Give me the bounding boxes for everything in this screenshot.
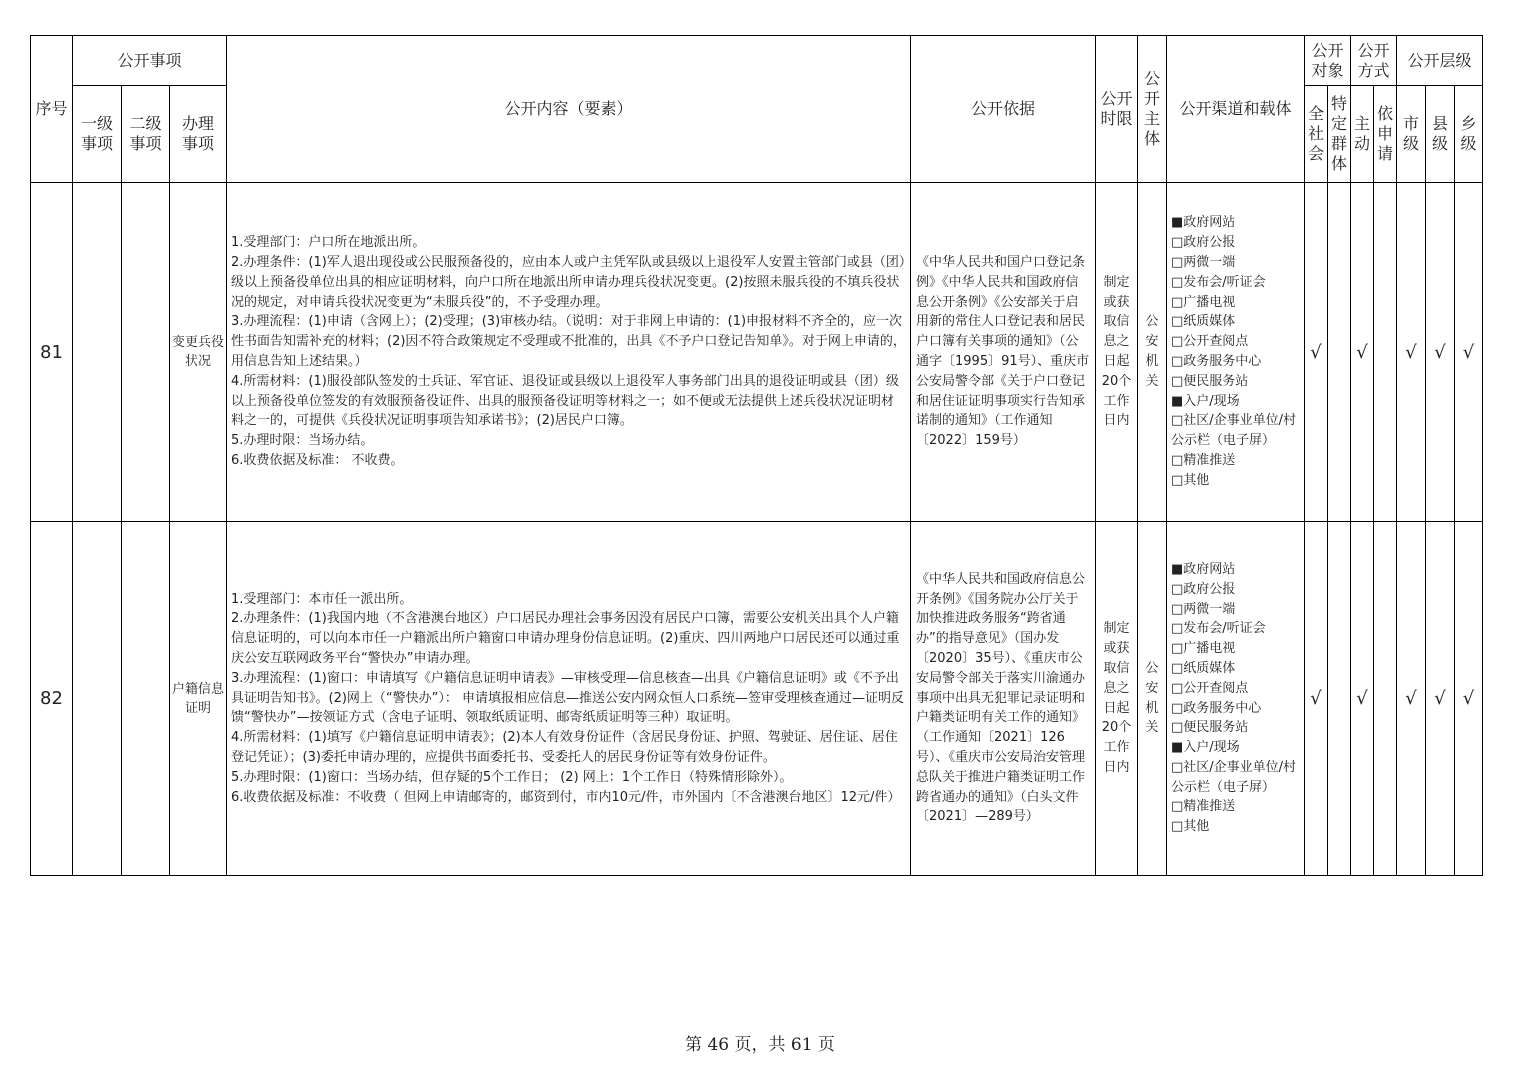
channel-item — [1171, 372, 1300, 392]
header-level2-text: 二级事项 — [129, 114, 162, 153]
content-line: 2.办理条件：(1)我国内地（不含港澳台地区）户口居民办理社会事务因没有居民户口簿，需要公安机关出具个人户籍信息证明的，可以向本市任一户籍派出所户籍窗口申请办理身份信息证明。(2)重庆、四川两地户口居民还可以通过重庆公安互联网政务平台“警快办”申请办理。 — [231, 611, 900, 666]
channel-item — [1171, 332, 1300, 352]
channel-label: 广播电视 — [1183, 294, 1236, 310]
channel-label: 社区/企事业单位/村公示栏（电子屏） — [1171, 759, 1297, 795]
checked-box-icon — [1171, 394, 1183, 409]
channel-item — [1171, 312, 1300, 332]
row-m-active: √ — [1351, 183, 1374, 522]
channel-item — [1171, 580, 1300, 600]
header-handle-text: 办理事项 — [181, 114, 214, 153]
channel-item — [1171, 293, 1300, 313]
row-obj-group — [1328, 522, 1351, 876]
unchecked-box-icon — [1171, 582, 1183, 597]
unchecked-box-icon — [1171, 255, 1183, 270]
row-handle-text: 户籍信息证明 — [172, 681, 225, 716]
channel-label: 两微一端 — [1183, 601, 1236, 617]
channel-label: 其他 — [1183, 819, 1210, 835]
content-line: 4.所需材料：(1)服役部队签发的士兵证、军官证、退役证或县级以上退役军人事务部门出具的退役证明或县（团）级以上预备役单位签发的有效服预备役证件、出具的服预备役证明等材料之一；如不便或无法提供上述兵役状况证明材料之一的，可提供《兵役状况证明事项告知承诺书》；(2)居民户口簿。 — [231, 373, 899, 429]
row-m-active: √ — [1351, 522, 1374, 876]
header-seq: 序号 — [31, 36, 73, 183]
unchecked-box-icon — [1171, 473, 1183, 488]
content-line: 6.收费依据及标准：不收费（ 但网上申请邮寄的，邮资到付，市内10元/件，市外国内〔不含港澳台地区〕12元/件） — [231, 789, 901, 805]
channel-label: 其他 — [1183, 472, 1210, 488]
header-object — [1305, 36, 1351, 86]
header-lv-town — [1455, 86, 1483, 183]
header-matters: 公开事项 — [73, 36, 227, 86]
row-lv-town: √ — [1455, 522, 1483, 876]
header-obj-all-text: 全社会 — [1307, 104, 1324, 163]
unchecked-box-icon — [1171, 760, 1183, 775]
content-line: 1.受理部门：本市任一派出所。 — [231, 591, 413, 607]
channel-label: 政务服务中心 — [1183, 700, 1262, 716]
unchecked-box-icon — [1171, 641, 1183, 656]
unchecked-box-icon — [1171, 661, 1183, 676]
channel-label: 两微一端 — [1183, 255, 1236, 271]
unchecked-box-icon — [1171, 334, 1183, 349]
header-subject-text: 公开主体 — [1143, 69, 1160, 148]
channel-label: 纸质媒体 — [1183, 314, 1236, 330]
row-subject — [1138, 522, 1167, 876]
header-level1-text: 一级事项 — [80, 114, 113, 153]
row-seq: 81 — [31, 183, 73, 522]
header-obj-group-text: 特定群体 — [1330, 94, 1347, 173]
channel-item — [1171, 253, 1300, 273]
channel-item — [1171, 352, 1300, 372]
header-obj-group — [1328, 86, 1351, 183]
unchecked-box-icon — [1171, 720, 1183, 735]
header-time-limit — [1096, 36, 1138, 183]
row-channels — [1167, 522, 1305, 876]
unchecked-box-icon — [1171, 295, 1183, 310]
row-lv-city: √ — [1397, 183, 1426, 522]
channel-item — [1171, 817, 1300, 837]
row-content — [227, 522, 911, 876]
header-basis: 公开依据 — [911, 36, 1096, 183]
row-subject — [1138, 183, 1167, 522]
channel-label: 入户/现场 — [1183, 740, 1240, 756]
channel-label: 纸质媒体 — [1183, 660, 1236, 676]
page-footer: 第 46 页，共 61 页 — [685, 1035, 835, 1055]
row-subject-text: 公安机关 — [1145, 660, 1159, 736]
header-handle — [170, 86, 227, 183]
content-line: 6.收费依据及标准： 不收费。 — [231, 452, 404, 468]
unchecked-box-icon — [1171, 314, 1183, 329]
channel-item — [1171, 471, 1300, 491]
channel-label: 广播电视 — [1183, 641, 1236, 657]
channel-item — [1171, 560, 1300, 580]
unchecked-box-icon — [1171, 799, 1183, 814]
content-line: 5.办理时限：(1)窗口：当场办结，但存疑的5个工作日； (2) 网上：1个工作日（特殊情形除外）。 — [231, 769, 793, 785]
header-lv-town-text: 乡级 — [1460, 114, 1477, 153]
header-subject — [1138, 36, 1167, 183]
row-basis: 《中华人民共和国户口登记条例》《中华人民共和国政府信息公开条例》《公安部关于启用新的常住人口登记表和居民户口簿有关事项的通知》（公通字〔1995〕91号）、重庆市公安局警令部《关于户口登记和居住证证明事项实行告知承诺制的通知》（工作通知〔2022〕159号） — [911, 183, 1096, 522]
channel-item — [1171, 392, 1300, 412]
channel-item — [1171, 738, 1300, 758]
row-seq: 82 — [31, 522, 73, 876]
unchecked-box-icon — [1171, 602, 1183, 617]
row-subject-text: 公安机关 — [1145, 314, 1159, 389]
channel-label: 发布会/听证会 — [1183, 274, 1266, 290]
header-m-active — [1351, 86, 1374, 183]
row-m-apply — [1374, 522, 1397, 876]
row-time-limit — [1096, 183, 1138, 522]
table-row — [31, 522, 1483, 876]
header-lv-city — [1397, 86, 1426, 183]
row-level1 — [73, 183, 122, 522]
channel-label: 公开查阅点 — [1183, 334, 1249, 350]
header-channels: 公开渠道和载体 — [1167, 36, 1305, 183]
row-handle — [170, 522, 227, 876]
header-time-limit-text: 公开时限 — [1100, 89, 1133, 128]
header-object-text: 公开对象 — [1311, 40, 1344, 80]
header-level2 — [122, 86, 170, 183]
channel-label: 精准推送 — [1183, 799, 1236, 815]
disclosure-table — [30, 35, 1483, 876]
unchecked-box-icon — [1171, 235, 1183, 250]
content-line: 3.办理流程：(1)申请（含网上）；(2)受理；(3)审核办结。（说明：对于非网上申请的：(1)申报材料不齐全的，应一次性书面告知需补充的材料；(2)因不符合政策规定不受理或不批准的，出具《不予户口登记告知单》。对于网上申请的，用信息告知上述结果。） — [231, 314, 906, 369]
channel-label: 政府网站 — [1183, 561, 1236, 577]
content-line: 2.办理条件：(1)军人退出现役或公民服预备役的，应由本人或户主凭军队或县级以上退役军人安置主管部门或县（团）级以上预备役单位出具的相应证明材料，向户口所在地派出所申请办理兵役状况变更。(2)按照未服兵役的不填兵役状况的规定，对申请兵役状况变更为“未服兵役”的，不予受理办理。 — [231, 255, 906, 310]
header-lv-city-text: 市级 — [1402, 114, 1419, 153]
content-line: 3.办理流程：(1)窗口：申请填写《户籍信息证明申请表》—审核受理—信息核查—出具《户籍信息证明》或《不予出具证明告知书》。(2)网上（“警快办”）： 申请填报相应信息—推送公安内网众恒人口系统—签审受理核查通过—证明反馈“警快办”—按领证方式（含电子证明、领取纸质证明、邮寄纸质证明等三种）取证明。 — [231, 670, 905, 726]
header-obj-all — [1305, 86, 1328, 183]
row-level2 — [122, 522, 170, 876]
row-lv-city: √ — [1397, 522, 1426, 876]
row-lv-town: √ — [1455, 183, 1483, 522]
unchecked-box-icon — [1171, 701, 1183, 716]
header-level: 公开层级 — [1397, 36, 1483, 86]
unchecked-box-icon — [1171, 275, 1183, 290]
header-m-active-text: 主动 — [1353, 114, 1370, 153]
channel-item — [1171, 699, 1300, 719]
header-lv-county-text: 县级 — [1431, 114, 1448, 153]
channel-item — [1171, 451, 1300, 471]
header-content: 公开内容（要素） — [227, 36, 911, 183]
channel-item — [1171, 600, 1300, 620]
content-line: 5.办理时限：当场办结。 — [231, 433, 374, 449]
channel-label: 政务服务中心 — [1183, 354, 1262, 369]
channel-label: 入户/现场 — [1183, 393, 1240, 409]
channel-item — [1171, 411, 1300, 451]
row-level2 — [122, 183, 170, 522]
channel-item — [1171, 619, 1300, 639]
unchecked-box-icon — [1171, 621, 1183, 636]
row-handle — [170, 183, 227, 522]
unchecked-box-icon — [1171, 453, 1183, 468]
row-lv-county: √ — [1426, 522, 1455, 876]
channel-item — [1171, 659, 1300, 679]
row-obj-all: √ — [1305, 183, 1328, 522]
header-level1 — [73, 86, 122, 183]
row-content — [227, 183, 911, 522]
channel-item — [1171, 233, 1300, 253]
checked-box-icon — [1171, 562, 1183, 577]
row-m-apply — [1374, 183, 1397, 522]
channel-item — [1171, 718, 1300, 738]
channel-label: 政府网站 — [1183, 215, 1236, 231]
channel-label: 发布会/听证会 — [1183, 621, 1266, 637]
channel-item — [1171, 758, 1300, 798]
header-method — [1351, 36, 1397, 86]
unchecked-box-icon — [1171, 374, 1183, 389]
content-line: 1.受理部门：户口所在地派出所。 — [231, 235, 426, 251]
row-time-limit-text: 制定或获取信息之日起20个工作日内 — [1101, 621, 1132, 775]
row-time-limit-text: 制定或获取信息之日起20个工作日内 — [1101, 274, 1132, 429]
content-line: 4.所需材料：(1)填写《户籍信息证明申请表》；(2)本人有效身份证件（含居民身份证、护照、驾驶证、居住证、居住登记凭证）；(3)委托申请办理的，应提供书面委托书、受委托人的居民身份证等有效身份证件。 — [231, 730, 898, 765]
channel-item — [1171, 639, 1300, 659]
row-obj-all: √ — [1305, 522, 1328, 876]
checked-box-icon — [1171, 740, 1183, 755]
channel-item — [1171, 213, 1300, 233]
channel-item — [1171, 273, 1300, 293]
row-obj-group — [1328, 183, 1351, 522]
unchecked-box-icon — [1171, 354, 1183, 369]
channel-item — [1171, 679, 1300, 699]
header-m-apply-text: 依申请 — [1376, 104, 1393, 163]
unchecked-box-icon — [1171, 413, 1183, 428]
unchecked-box-icon — [1171, 819, 1183, 834]
unchecked-box-icon — [1171, 681, 1183, 696]
channel-label: 社区/企事业单位/村公示栏（电子屏） — [1171, 413, 1297, 449]
row-basis: 《中华人民共和国政府信息公开条例》《国务院办公厅关于加快推进政务服务“跨省通办”的指导意见》（国办发〔2020〕35号）、《重庆市公安局警令部关于落实川渝通办事项中出具无犯罪记录证明和户籍类证明有关工作的通知》（工作通知〔2021〕126号）、《重庆市公安局治安管理总队关于推进户籍类证明工作跨省通办的通知》（白头文件〔2021〕—289号） — [911, 522, 1096, 876]
channel-label: 精准推送 — [1183, 452, 1236, 468]
channel-label: 政府公报 — [1183, 581, 1236, 597]
row-channels — [1167, 183, 1305, 522]
row-lv-county: √ — [1426, 183, 1455, 522]
row-time-limit — [1096, 522, 1138, 876]
header-method-text: 公开方式 — [1357, 40, 1390, 80]
row-level1 — [73, 522, 122, 876]
table-row — [31, 183, 1483, 522]
channel-label: 公开查阅点 — [1183, 680, 1249, 696]
channel-label: 便民服务站 — [1183, 373, 1249, 389]
channel-label: 便民服务站 — [1183, 720, 1249, 736]
channel-item — [1171, 797, 1300, 817]
checked-box-icon — [1171, 215, 1183, 230]
row-handle-text: 变更兵役状况 — [172, 335, 225, 369]
header-m-apply — [1374, 86, 1397, 183]
header-lv-county — [1426, 86, 1455, 183]
channel-label: 政府公报 — [1183, 235, 1236, 251]
